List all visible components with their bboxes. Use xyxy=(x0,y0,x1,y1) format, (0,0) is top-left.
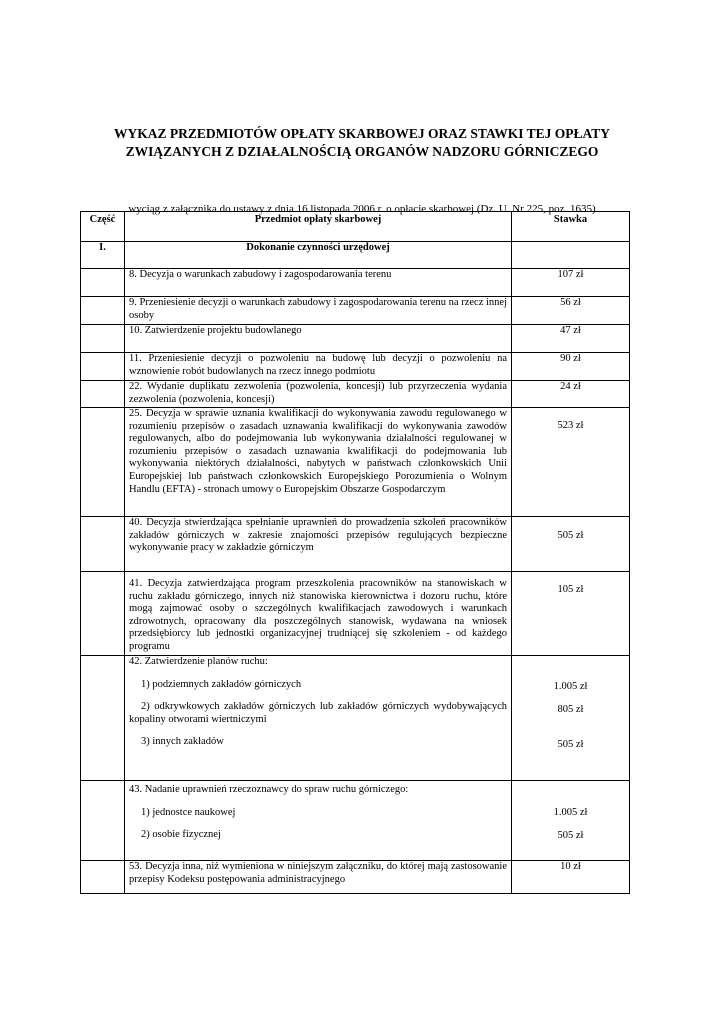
table-row xyxy=(81,269,630,297)
row-rate xyxy=(512,517,630,572)
row-rate: 24 zł xyxy=(512,381,630,408)
part-cell xyxy=(81,572,125,656)
row-text: 8. Decyzja o warunkach zabudowy i zagospodarowania terenu xyxy=(125,269,512,297)
row-rate: 10 zł xyxy=(512,861,630,894)
row-text: 9. Przeniesienie decyzji o warunkach zabudowy i zagospodarowania terenu na rzecz innej osoby xyxy=(125,297,512,325)
plans-rate-2: 805 zł xyxy=(557,703,584,715)
section-number: I. xyxy=(81,242,125,269)
header-subject: Przedmiot opłaty skarbowej xyxy=(125,212,512,242)
row-rate: 47 zł xyxy=(512,325,630,353)
table-row-experts xyxy=(81,781,630,861)
part-cell xyxy=(81,517,125,572)
part-cell xyxy=(81,325,125,353)
table-row xyxy=(81,353,630,381)
row-text: 10. Zatwierdzenie projektu budowlanego xyxy=(125,325,512,353)
row-text: 25. Decyzja w sprawie uznania kwalifikacji do wykonywania zawodu regulowanego w rozumieniu przepisów o zasadach uznawania kwalifikacji do wykonywania zawodów regulowanych, albo do podejmowania lub wykonywania działalności regulowanej w rozumieniu przepisów o zasadach uznawania kwalifikacji do podejmowania lub wykonywania niektórych działalności, nabytych w państwach członkowskich Unii Europejskiej lub państwach członkowskich Europejskiego Porozumienia o Wolnym Handlu (EFTA) - stronach umowy o Europejskim Obszarze Gospodarczym xyxy=(125,408,512,517)
table-row-plans xyxy=(81,656,630,781)
experts-item-1: 1) jednostce naukowej xyxy=(141,806,236,818)
document-title xyxy=(60,125,664,161)
table-row xyxy=(81,325,630,353)
header-rate: Stawka xyxy=(512,212,630,242)
experts-rate-1: 1.005 zł xyxy=(553,807,588,818)
title-line-1: WYKAZ PRZEDMIOTÓW OPŁATY SKARBOWEJ ORAZ STAWKI TEJ OPŁATY xyxy=(114,126,610,141)
section-row xyxy=(81,242,630,269)
plans-heading: 42. Zatwierdzenie planów ruchu: xyxy=(129,656,268,667)
row-text: 22. Wydanie duplikatu zezwolenia (pozwolenia, koncesji) lub przyrzeczenia wydania zezwolenia (pozwolenia, koncesji) xyxy=(125,381,512,408)
plans-item-2: 2) odkrywkowych zakładów górniczych lub zakładów górniczych wydobywających kopaliny otworami wiertniczymi xyxy=(129,701,507,725)
row-rate xyxy=(512,781,630,861)
title-line-2: ZWIĄZANYCH Z DZIAŁALNOŚCIĄ ORGANÓW NADZORU GÓRNICZEGO xyxy=(125,144,599,159)
part-cell xyxy=(81,656,125,781)
part-cell xyxy=(81,861,125,894)
row-rate xyxy=(512,656,630,781)
part-cell xyxy=(81,781,125,861)
row-text: 40. Decyzja stwierdzająca spełnianie uprawnień do prowadzenia szkoleń pracowników zakładów górniczych w zakresie znajomości przepisów regulujących bezpieczne wykonywanie pracy w zakładzie górniczym xyxy=(125,517,512,572)
row-rate: 56 zł xyxy=(512,297,630,325)
part-cell xyxy=(81,353,125,381)
table-row xyxy=(81,517,630,572)
row-text: 11. Przeniesienie decyzji o pozwoleniu na budowę lub decyzji o pozwoleniu na wznowienie robót budowlanych na rzecz innego podmiotu xyxy=(125,353,512,381)
row-rate-value: 105 zł xyxy=(557,584,584,595)
table-row xyxy=(81,572,630,656)
row-rate-value: 505 zł xyxy=(557,530,584,541)
row-text: 53. Decyzja inna, niż wymieniona w niniejszym załączniku, do której mają zastosowanie przepisy Kodeksu postępowania administracyjnego xyxy=(125,861,512,894)
row-text xyxy=(125,656,512,781)
experts-item-2: 2) osobie fizycznej xyxy=(141,829,221,841)
part-cell xyxy=(81,297,125,325)
row-rate: 107 zł xyxy=(512,269,630,297)
section-title: Dokonanie czynności urzędowej xyxy=(125,242,512,269)
row-rate-value: 523 zł xyxy=(557,420,584,431)
table-row xyxy=(81,297,630,325)
plans-item-1: 1) podziemnych zakładów górniczych xyxy=(141,678,302,690)
part-cell xyxy=(81,408,125,517)
row-rate: 90 zł xyxy=(512,353,630,381)
table-row xyxy=(81,861,630,894)
row-text xyxy=(125,572,512,656)
row-text xyxy=(125,781,512,861)
experts-rate-2: 505 zł xyxy=(557,829,584,841)
table-row xyxy=(81,381,630,408)
part-cell xyxy=(81,269,125,297)
header-part: Część xyxy=(81,212,125,242)
document-subtitle: wyciąg z załącznika do ustawy z dnia 16 listopada 2006 r. o opłacie skarbowej (Dz. U. Nr 225, poz. 1635) xyxy=(128,203,596,215)
plans-rate-3: 505 zł xyxy=(557,739,584,751)
fee-table xyxy=(80,211,630,894)
row-text-body: 41. Decyzja zatwierdzająca program przeszkolenia pracowników na stanowiskach w ruchu zakładu górniczego, innych niż stanowiska kierownictwa i dozoru ruchu, które mogą zajmować osoby o szczególnych kwalifikacjach zawodowych i warunkach zdrowotnych, opracowany dla poszczególnych stanowisk, wydawana na wniosek przedsiębiorcy lub jednostki organizacyjnej trudniącej się szkoleniem - od każdego programu xyxy=(129,578,507,652)
part-cell xyxy=(81,381,125,408)
plans-rate-1: 1.005 zł xyxy=(553,681,588,692)
table-header-row xyxy=(81,212,630,242)
experts-heading: 43. Nadanie uprawnień rzeczoznawcy do spraw ruchu górniczego: xyxy=(129,784,409,795)
section-rate-empty xyxy=(512,242,630,269)
row-rate xyxy=(512,408,630,517)
plans-item-3: 3) innych zakładów xyxy=(141,736,224,748)
row-rate xyxy=(512,572,630,656)
table-row xyxy=(81,408,630,517)
